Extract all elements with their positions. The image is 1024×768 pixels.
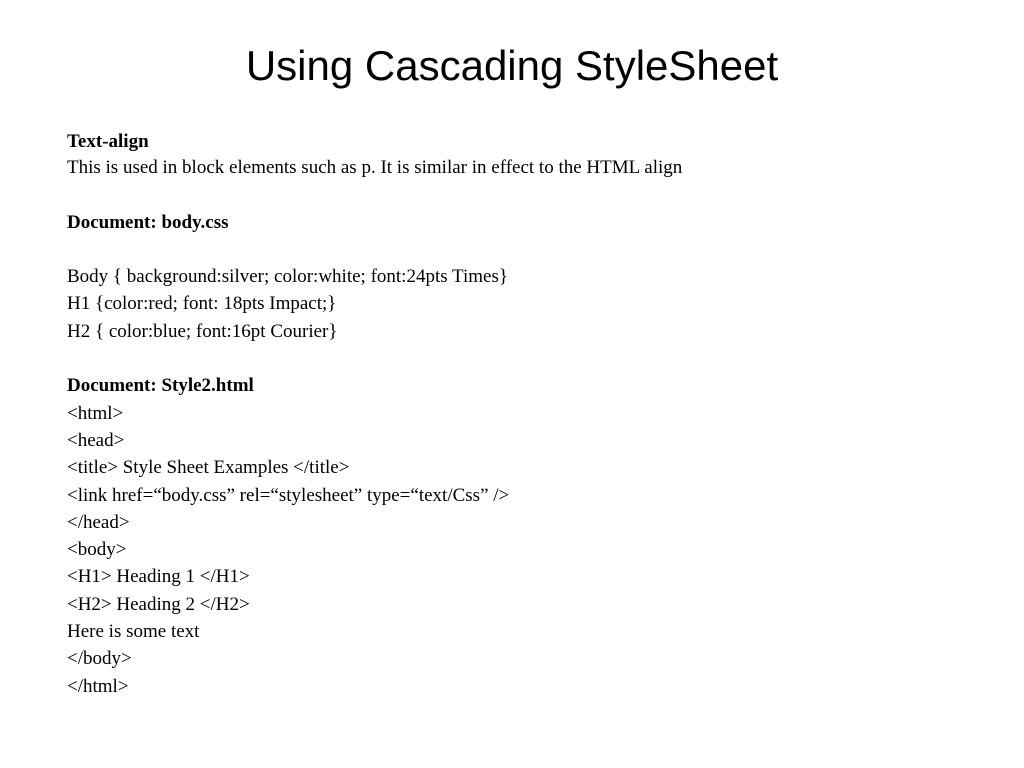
- style2-html-heading: Document: Style2.html: [67, 375, 254, 397]
- html-code-line: </body>: [67, 648, 132, 670]
- html-code-line: <html>: [67, 402, 124, 424]
- text-align-description: This is used in block elements such as p. It is similar in effect to the HTML align: [67, 157, 683, 178]
- html-code-line: </html>: [67, 675, 129, 697]
- css-code-line: H1 {color:red; font: 18pts Impact;}: [67, 293, 337, 315]
- blank-line: [67, 236, 987, 263]
- html-code-line: <body>: [67, 539, 127, 561]
- css-code-line: Body { background:silver; color:white; font:24pts Times}: [67, 266, 508, 288]
- slide-title: Using Cascading StyleSheet: [245, 42, 779, 89]
- blank-line: [67, 345, 987, 372]
- html-code-line: <H2> Heading 2 </H2>: [67, 593, 250, 615]
- css-code-line: H2 { color:blue; font:16pt Courier}: [67, 320, 338, 342]
- text-align-heading: Text-align: [67, 131, 149, 152]
- html-code-line: </head>: [67, 511, 130, 533]
- blank-line: [67, 181, 987, 208]
- html-code-line: <H1> Heading 1 </H1>: [67, 566, 250, 588]
- html-code-line: Here is some text: [67, 621, 200, 643]
- slide-body: [67, 129, 987, 700]
- html-code-line: <link href=“body.css” rel=“stylesheet” type=“text/Css” />: [67, 484, 510, 506]
- html-code-line: <head>: [67, 429, 125, 451]
- body-css-heading: Document: body.css: [67, 211, 229, 233]
- html-code-line: <title> Style Sheet Examples </title>: [67, 457, 350, 479]
